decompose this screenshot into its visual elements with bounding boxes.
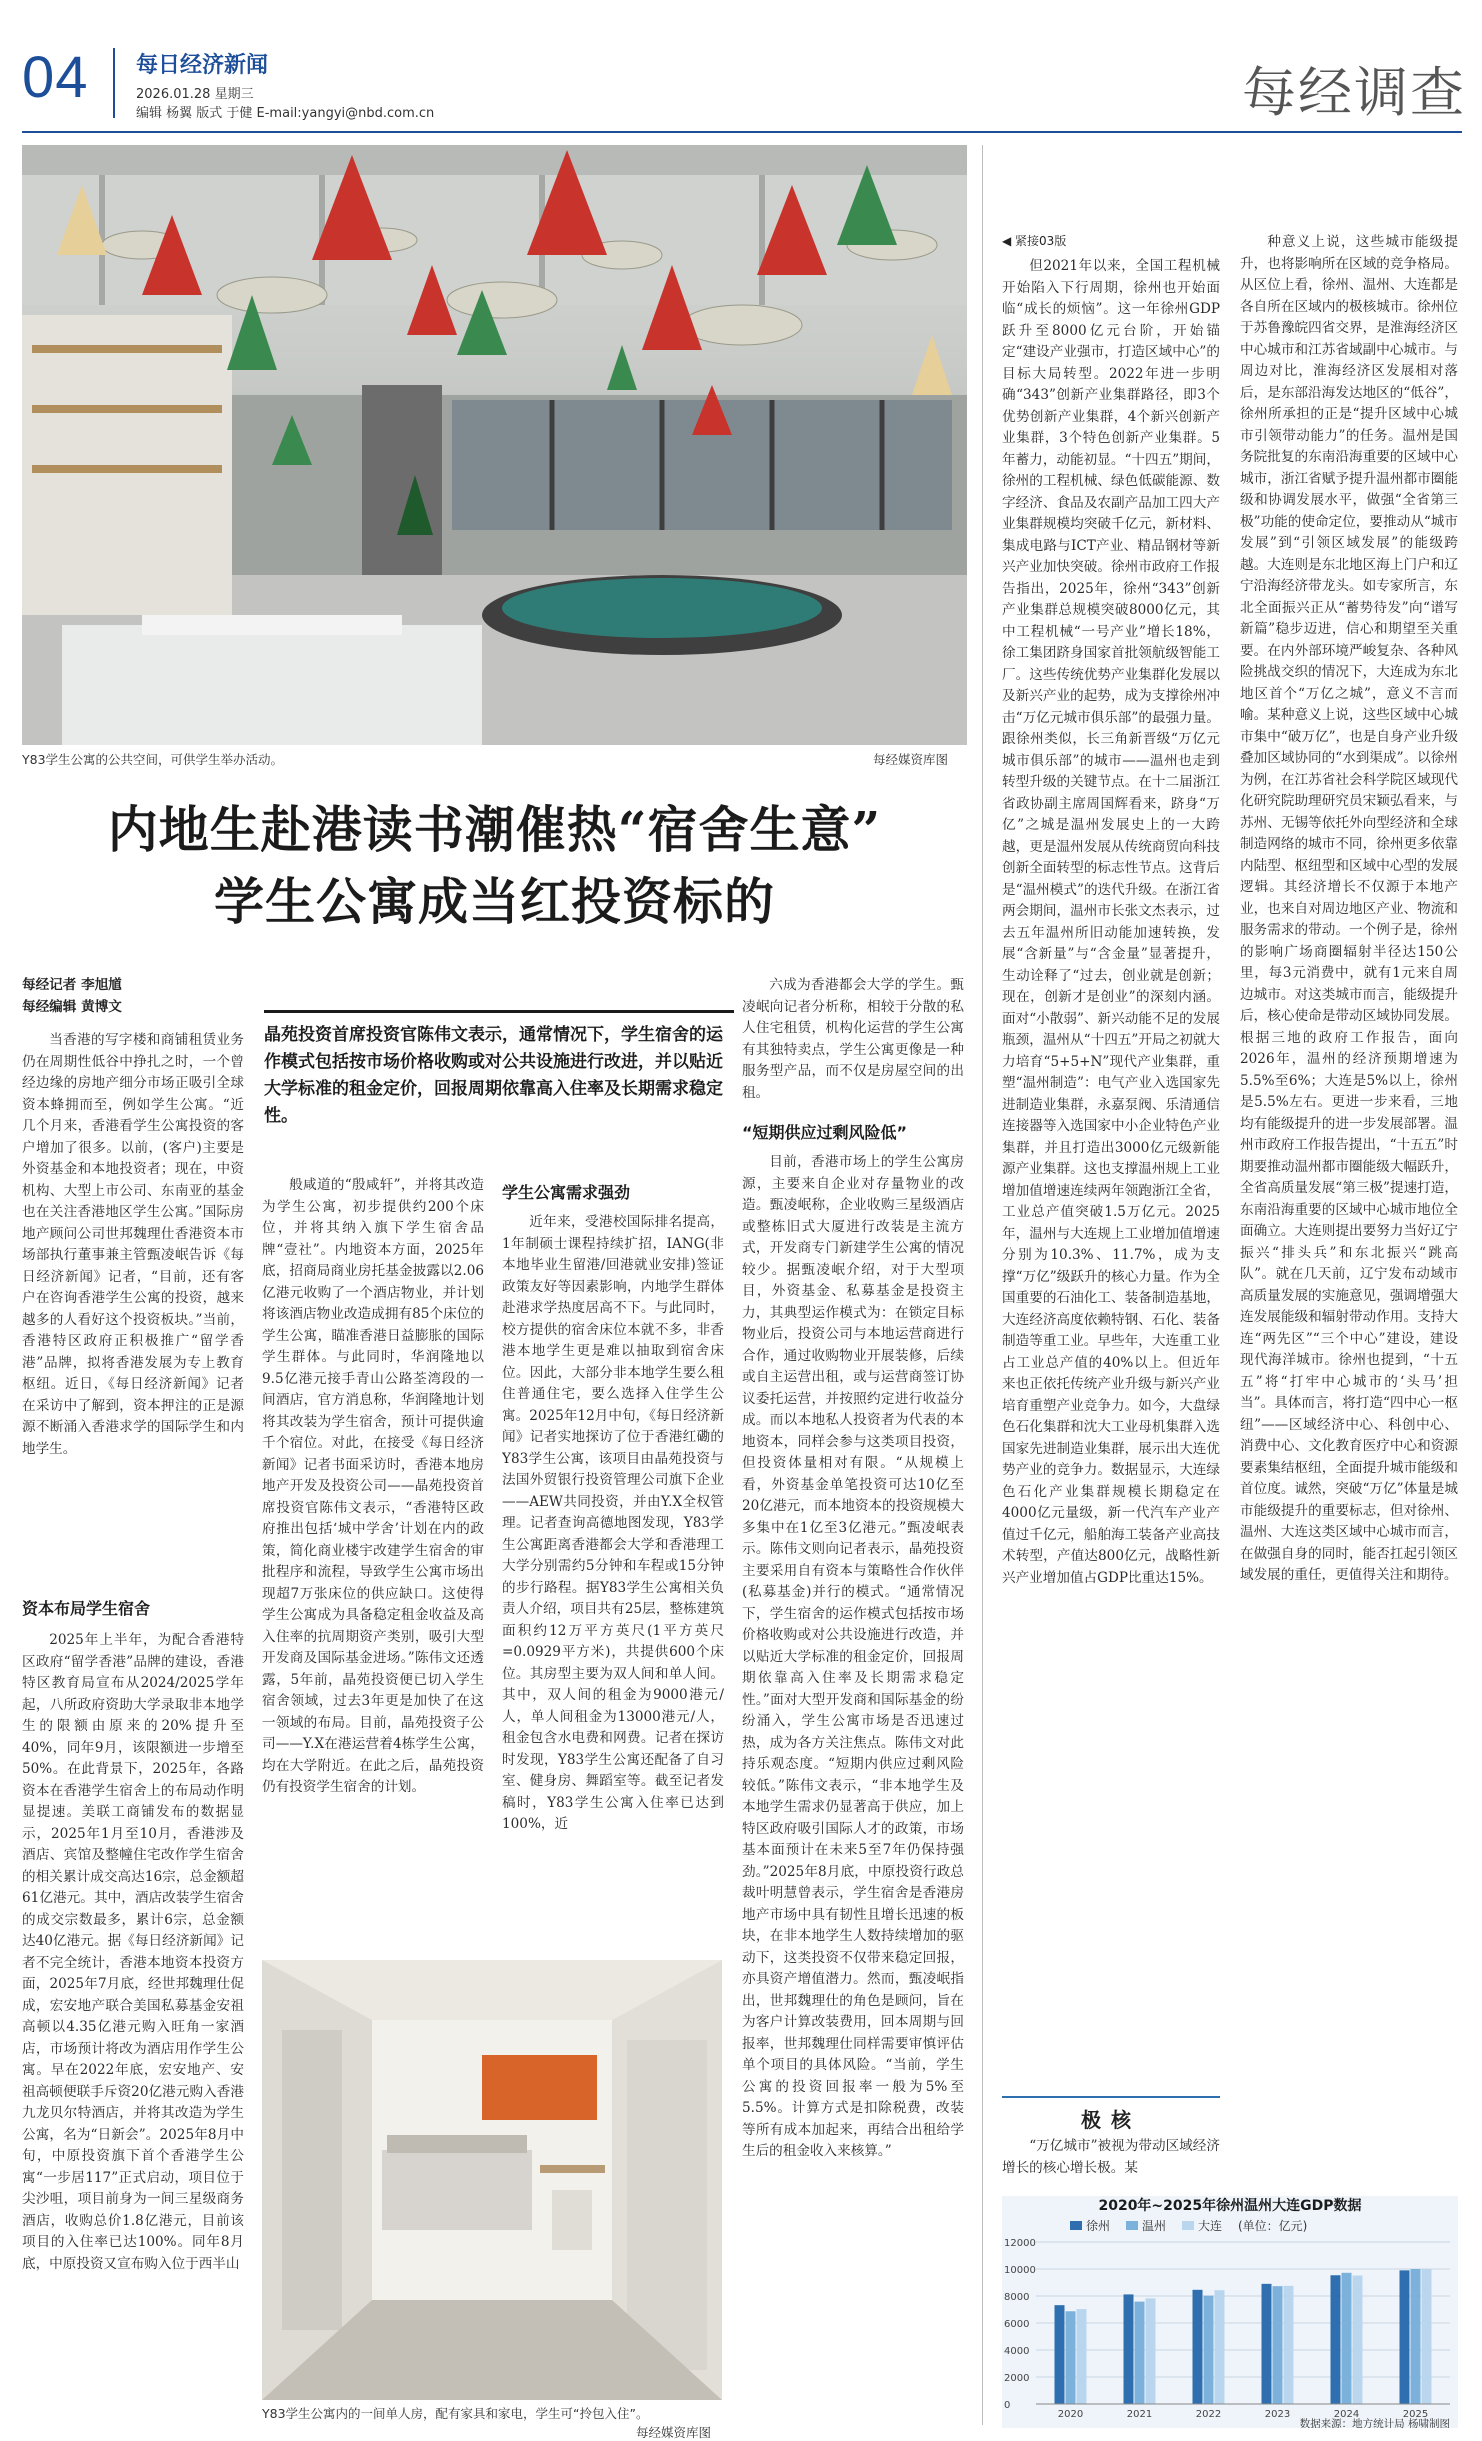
legend-swatch-大连 — [1182, 2221, 1194, 2230]
legend-unit: (单位：亿元) — [1238, 2219, 1308, 2233]
bar-温州-2023 — [1273, 2286, 1283, 2404]
chart-source: 数据来源：地方统计局 杨啸制图 — [1299, 2418, 1450, 2428]
article-column-4b: 目前，香港市场上的学生公寓房源，主要来自企业对存量物业的改造。甄凌岷称，企业收购三星级酒店或整栋旧式大厦进行改装是主流方式，开发商专门新建学生公寓的情况较少。据甄凌岷介绍，对于大型项目，外资基金、私募基金是投资主力，其典型运作模式为：在锁定目标物业后，投资公司与本地运营商进行合作，通过收购物业开展装修，后续或自主运营出租，或与运营商签订协议委托运营，并按照约定进行收益分成。而以本地私人投资者为代表的本地资本，同样会参与这类项目投资，但投资体量相对有限。“从规模上看，外资基金单笔投资可达10亿至20亿港元，而本地资本的投资规模大多集中在1亿至3亿港元。”甄凌岷表示。陈伟文则向记者表示，晶苑投资主要采用自有资本与策略性合作伙伴(私募基金)并行的模式。“通常情况下，学生宿舍的运作模式包括按市场价格收购或对公共设施进行改造，并以贴近大学标准的租金定价，回报周期依靠高入住率及长期需求稳定性。”面对大型开发商和国际基金的纷纷涌入，学生公寓市场是否迅速过热，成为各方关注焦点。陈伟文对此持乐观态度。“短期内供应过剩风险较低。”陈伟文表示，“非本地学生及本地学生需求仍显著高于供应，加上特区政府吸引国际人才的政策，市场基本面预计在未来5至7年仍保持强劲。”2025年8月底，中原投资行政总裁叶明慧曾表示，学生宿舍是香港房地产市场中具有韧性且增长迅速的板块，在非本地学生人数持续增加的驱动下，这类投资不仅带来稳定回报，亦具资产增值潜力。然而，甄凌岷指出，世邦魏理仕的角色是顾问，旨在为客户计算改装费用，回本周期与回报率，世邦魏理仕同样需要审慎评估单个项目的具体风险。“当前，学生公寓的投资回报率一般为5%至5.5%。计算方式是扣除税费，改装等所有成本加起来，再结合出租给学生后的租金收入来核算。” — [742, 1154, 964, 2159]
bar-温州-2020 — [1066, 2311, 1076, 2404]
bar-徐州-2024 — [1331, 2275, 1341, 2404]
issue-date: 2026.01.28 星期三 — [136, 87, 254, 102]
subhead-strong-demand: 学生公寓需求强劲 — [502, 1183, 631, 1202]
chart-title: 2020年~2025年徐州温州大连GDP数据 — [1098, 2198, 1362, 2214]
bar-徐州-2021 — [1124, 2294, 1134, 2404]
x-tick-2023: 2023 — [1264, 2409, 1291, 2420]
top-photo-credit: 每经媒资库图 — [873, 752, 949, 767]
single-room-illustration — [262, 1960, 722, 2400]
sidebar-column-5: 但2021年以来，全国工程机械开始陷入下行周期，徐州也开始面临“成长的烦恼”。这一年徐州GDP跃升至8000亿元台阶，开始锚定“建设产业强市，打造区域中心”的目标大局转型。2022年进一步明确“343”创新产业集群路径，即3个优势创新产业集群，4个新兴创新产业集群，3个特色创新产业集群。5年蓄力，动能初显。“十四五”期间，徐州的工程机械、绿色低碳能源、数字经济、食品及农副产品加工四大产业集群规模均突破千亿元，新材料、集成电路与ICT产业、精品钢材等新兴产业加快突破。徐州市政府工作报告指出，2025年，徐州“343”创新产业集群总规模突破8000亿元，其中工程机械“一号产业”增长18%，徐工集团跻身国家首批领航级智能工厂。这些传统优势产业集群化发展以及新兴产业的起势，成为支撑徐州冲击“万亿元城市俱乐部”的最强力量。跟徐州类似，长三角新晋级“万亿元城市俱乐部”的城市——温州也走到转型升级的关键节点。在十二届浙江省政协副主席周国辉看来，跻身“万亿”之城是温州发展史上的一大跨越，更是温州发展从传统商贸向科技创新全面转型的标志性节点。这背后是“温州模式”的迭代升级。在浙江省两会期间，温州市长张文杰表示，过去五年温州所旧动能加速转换，发展“含新量”与“含金量”显著提升，生动诠释了“过去，创业就是创新；现在，创新才是创业”的深刻内涵。面对“小散弱”、新兴动能不足的发展瓶颈，温州从“十四五”开局之初就大力培育“5+5+N”现代产业集群，重塑“温州制造”：电气产业入选国家先进制造业集群，永嘉泵阀、乐清通信连接器等入选国家中小企业特色产业集群，并且打造出3000亿元级新能源产业集群。这也支撑温州规上工业增加值增速连续两年领跑浙江全省，工业总产值突破1.5万亿元。2025年，温州与大连规上工业增加值增速分别为10.3%、11.7%，成为支撑“万亿”级跃升的核心力量。作为全国重要的石油化工、装备制造基地，大连经济高度依赖特钢、石化、装备制造等重工业。早些年，大连重工业占工业总产值的40%以上。但近年来也正依托传统产业升级与新兴产业培育重塑产业竞争力。如今，大盘绿色石化集群和沈大工业母机集群入选国家先进制造业集群，展示出大连优势产业的竞争力。数据显示，大连绿色石化产业集群规模长期稳定在4000亿元量级，新一代汽车产业产值过千亿元，船舶海工装备产业高技术转型，产值达800亿元，战略性新兴产业增加值占GDP比重达15%。 — [1002, 258, 1220, 1586]
x-tick-2024: 2024 — [1333, 2409, 1360, 2420]
subhead-capital-layout: 资本布局学生宿舍 — [22, 1599, 151, 1618]
bar-温州-2021 — [1135, 2302, 1145, 2404]
y-tick-2000: 2000 — [1004, 2373, 1030, 2384]
bar-徐州-2023 — [1262, 2284, 1272, 2404]
bar-大连-2023 — [1284, 2286, 1294, 2404]
x-tick-2020: 2020 — [1057, 2409, 1084, 2420]
subhead-oversupply-risk: “短期供应过剩风险低” — [742, 1123, 908, 1142]
article-column-3: 近年来，受港校国际排名提高，1年制硕士课程持续扩招，IANG(非本地毕业生留港/回港就业安排)签证政策友好等因素影响，内地学生群体赴港求学热度居高不下。与此同时，校方提供的宿舍床位本就不多，非香港本地学生更是难以抽取到宿舍床位。因此，大部分非本地学生要么租住普通住宅，要么选择入住学生公寓。2025年12月中旬，《每日经济新闻》记者实地探访了位于香港红磡的Y83学生公寓，该项目由晶苑投资与法国外贸银行投资管理公司旗下企业——AEW共同投资，并由Y.X全权管理。记者查询高德地图发现，Y83学生公寓距离香港都会大学和香港理工大学分别需约5分钟和车程或15分钟的步行路程。据Y83学生公寓相关负责人介绍，项目共有25层，整栋建筑面积约12万平方英尺(1平方英尺=0.0929平方米)，共提供600个床位。其房型主要为双人间和单人间。其中，双人间的租金为9000港元/人，单人间租金为13000港元/人，租金包含水电费和网费。记者在探访时发现，Y83学生公寓还配备了自习室、健身房、舞蹈室等。截至记者发稿时，Y83学生公寓入住率已达到100%，近 — [502, 1214, 724, 1832]
bar-徐州-2025 — [1400, 2270, 1410, 2404]
headline-line-1: 内地生赴港读书潮催热“宿舍生意” — [107, 800, 882, 859]
article-column-2: 般咸道的“殷咸轩”，并将其改造为学生公寓，初步提供约200个床位，并将其纳入旗下学生宿舍品牌“壹社”。内地资本方面，2025年底，招商局商业房托基金披露以2.06亿港元收购了一个酒店物业，并计划将该酒店物业改造成拥有85个床位的学生公寓，瞄准香港日益膨胀的国际学生群体。与此同时，华润隆地以9.5亿港元接手青山公路荃湾段的一间酒店，官方消息称，华润隆地计划将其改装为学生宿舍，预计可提供逾千个宿位。对此，在接受《每日经济新闻》记者书面采访时，香港本地房地产开发及投资公司——晶苑投资首席投资官陈伟文表示，“香港特区政府推出包括‘城中学舍’计划在内的政策，简化商业楼宇改建学生宿舍的审批程序和流程，导致学生公寓市场出现超7万张床位的供应缺口。这使得学生公寓成为具备稳定租金收益及高入住率的抗周期资产类别，吸引大型开发商及国际基金进场。”陈伟文还透露，5年前，晶苑投资便已切入学生宿舍领域，过去3年更是加快了在这一领域的布局。目前，晶苑投资子公司——Y.X在港运营着4栋学生公寓，均在大学附近。在此之后，晶苑投资仍有投资学生宿舍的计划。 — [262, 1177, 484, 1795]
byline-reporter: 每经记者 李旭馗 — [22, 977, 122, 993]
legend-label-徐州: 徐州 — [1086, 2219, 1111, 2233]
headline-line-2: 学生公寓成当红投资标的 — [214, 872, 775, 931]
article-column-4a: 六成为香港都会大学的学生。甄凌岷向记者分析称，相较于分散的私人住宅租赁，机构化运营的学生公寓有其独特卖点，学生公寓更像是一种服务型产品，而不仅是房屋空间的出租。 — [742, 977, 964, 1101]
article-column-1b: 2025年上半年，为配合香港特区政府“留学香港”品牌的建设，香港特区教育局宣布从2024/2025学年起，八所政府资助大学录取非本地学生的限额由原来的20%提升至40%，同年9月，该限额进一步增至50%。在此背景下，2025年，各路资本在香港学生宿舍上的布局动作明显提速。美联工商铺发布的数据显示，2025年1月至10月，香港涉及酒店、宾馆及整幢住宅改作学生宿舍的相关累计成交高达16宗，总金额超61亿港元。其中，酒店改装学生宿舍的成交宗数最多，累计6宗，总金额达40亿港元。据《每日经济新闻》记者不完全统计，香港本地资本投资方面，2025年7月底，经世邦魏理仕促成，宏安地产联合美国私募基金安祖高顿以4.35亿港元购入旺角一家酒店，市场预计将改为酒店用作学生公寓。早在2022年底，宏安地产、安祖高顿便联手斥资20亿港元购入香港九龙贝尔特酒店，并将其改造为学生公寓，名为“日新会”。2025年8月中旬，中原投资旗下首个香港学生公寓“一步居117”正式启动，项目位于尖沙咀，项目前身为一间三星级商务酒店，收购总价1.8亿港元，目前该项目的入住率已达100%。同年8月底，中原投资又宣布购入位于西半山 — [22, 1632, 244, 2272]
x-tick-2022: 2022 — [1195, 2409, 1222, 2420]
legend-label-大连: 大连 — [1198, 2219, 1223, 2233]
continued-from-tag: ◀ 紧接03版 — [1002, 234, 1067, 248]
y-tick-10000: 10000 — [1004, 2265, 1036, 2276]
column-rule — [982, 145, 983, 2425]
core-text: “万亿城市”被视为带动区域经济增长的核心增长极。某 — [1002, 2138, 1220, 2176]
top-photo-caption: Y83学生公寓的公共空间，可供学生举办活动。 — [22, 752, 284, 767]
bar-温州-2022 — [1204, 2296, 1214, 2404]
bar-大连-2021 — [1146, 2298, 1156, 2404]
room-photo — [262, 1960, 722, 2400]
bar-徐州-2020 — [1055, 2305, 1065, 2404]
pull-quote: 晶苑投资首席投资官陈伟文表示，通常情况下，学生宿舍的运作模式包括按市场价格收购或对公共设施进行改进，并以贴近大学标准的租金定价，回报周期依靠高入住率及长期需求稳定性。 — [264, 1025, 723, 1126]
student-common-room-illustration — [22, 145, 967, 745]
bar-大连-2025 — [1422, 2269, 1432, 2404]
y-tick-4000: 4000 — [1004, 2346, 1030, 2357]
gdp-chart-svg — [1002, 2196, 1458, 2428]
page-number: 04 — [22, 45, 89, 110]
bar-大连-2024 — [1353, 2276, 1363, 2404]
y-tick-8000: 8000 — [1004, 2292, 1030, 2303]
y-tick-12000: 12000 — [1004, 2238, 1036, 2249]
bar-温州-2024 — [1342, 2273, 1352, 2404]
y-tick-0: 0 — [1004, 2400, 1011, 2411]
room-photo-caption: Y83学生公寓内的一间单人房，配有家具和家电，学生可“拎包入住”。 — [262, 2406, 649, 2421]
bar-大连-2022 — [1215, 2290, 1225, 2404]
header-divider — [113, 48, 115, 118]
pull-quote-rule — [264, 1010, 734, 1013]
article-column-1a: 当香港的写字楼和商铺租赁业务仍在周期性低谷中挣扎之时，一个曾经边缘的房地产细分市场正吸引全球资本蜂拥而至，例如学生公寓。“近几个月来，香港看学生公寓投资的客户增加了很多。以前，(客户)主要是外资基金和本地投资者；现在，中资机构、大型上市公司、东南亚的基金也在关注香港地区学生公寓。”国际房地产顾问公司世邦魏理仕香港资本市场部执行董事兼主管甄凌岷告诉《每日经济新闻》记者，“目前，还有客户在咨询香港学生公寓的投资，越来越多的人看好这个投资板块。”当前，香港特区政府正积极推广“留学香港”品牌，拟将香港发展为专上教育枢纽。近日，《每日经济新闻》记者在采访中了解到，资本押注的正是源源不断涌入香港求学的国际学生和内地学生。 — [22, 1032, 244, 1457]
bar-大连-2020 — [1077, 2309, 1087, 2404]
byline-editor: 每经编辑 黄博文 — [22, 999, 122, 1015]
legend-swatch-温州 — [1126, 2221, 1138, 2230]
paper-name: 每日经济新闻 — [136, 52, 269, 78]
room-photo-credit: 每经媒资库图 — [636, 2425, 712, 2440]
gdp-chart — [1002, 2196, 1458, 2428]
x-tick-2021: 2021 — [1126, 2409, 1153, 2420]
editor-line: 编辑 杨翼 版式 于健 E-mail:yangyi@nbd.com.cn — [136, 106, 435, 121]
legend-label-温州: 温州 — [1142, 2219, 1167, 2233]
core-title: 极核 — [1081, 2108, 1141, 2132]
x-tick-2025: 2025 — [1402, 2409, 1429, 2420]
bar-温州-2025 — [1411, 2269, 1421, 2404]
core-rule — [1002, 2096, 1220, 2098]
header-rule — [22, 131, 1462, 133]
sidebar-column-6: 种意义上说，这些城市能级提升，也将影响所在区域的竞争格局。从区位上看，徐州、温州、大连都是各自所在区域内的极核城市。徐州位于苏鲁豫皖四省交界，是淮海经济区中心城市和江苏省域副中心城市。与周边对比，淮海经济区发展相对落后，是东部沿海发达地区的“低谷”，徐州所承担的正是“提升区域中心城市引领带动能力”的任务。温州是国务院批复的东南沿海重要的区域中心城市，浙江省赋予提升温州都市圈能级和协调发展水平，做强“全省第三极”功能的使命定位，要推动从“城市发展”到“引领区域发展”的能级跨越。大连则是东北地区海上门户和辽宁沿海经济带龙头。如专家所言，东北全面振兴正从“蓄势待发”向“谱写新篇”稳步迈进，信心和期望至关重要。在内外部环境严峻复杂、各种风险挑战交织的情况下，大连成为东北地区首个“万亿之城”，意义不言而喻。某种意义上说，这些区域中心城市集中“破万亿”，也是自身产业升级叠加区域协同的“水到渠成”。以徐州为例，在江苏省社会科学院区域现代化研究院助理研究员宋颖弘看来，与苏州、无锡等依托外向型经济和全球制造网络的城市不同，徐州更多依靠内陆型、枢纽型和区域中心型的发展逻辑。其经济增长不仅源于本地产业，也来自对周边地区产业、物流和服务需求的带动。一个例子是，徐州的影响广场商圈辐射半径达150公里，每3元消费中，就有1元来自周边城市。对这类城市而言，能级提升后，核心使命是带动区域协同发展。根据三地的政府工作报告，面向2026年，温州的经济预期增速为5.5%至6%；大连是5%以上，徐州是5.5%左右。更进一步来看，三地均有能级提升的进一步发展部署。温州市政府工作报告提出，“十五五”时期要推动温州都市圈能级大幅跃升，全省高质量发展“第三极”提速打造，东南沿海重要的区域中心城市地位全面确立。大连则提出要努力当好辽宁振兴“排头兵”和东北振兴“跳高队”。就在几天前，辽宁发布动域市高质量发展的实施意见，强调增强大连发展能级和辐射带动作用。支持大连“两先区”“三个中心”建设，建设现代海洋城市。徐州也提到，“十五五”将“打牢中心城市的‘头马’担当”。具体而言，将打造“四中心一枢纽”——区域经济中心、科创中心、消费中心、文化教育医疗中心和资源要素集结枢纽，全面提升城市能级和首位度。诚然，突破“万亿”体量是城市能级提升的重要标志，但对徐州、温州、大连这类区域中心城市而言，在做强自身的同时，能否扛起引领区域发展的重任，更值得关注和期待。 — [1240, 234, 1458, 1583]
section-name: 每经调查 — [1242, 61, 1466, 124]
y-tick-6000: 6000 — [1004, 2319, 1030, 2330]
bar-徐州-2022 — [1193, 2290, 1203, 2404]
legend-swatch-徐州 — [1070, 2221, 1082, 2230]
top-photo — [22, 145, 967, 745]
